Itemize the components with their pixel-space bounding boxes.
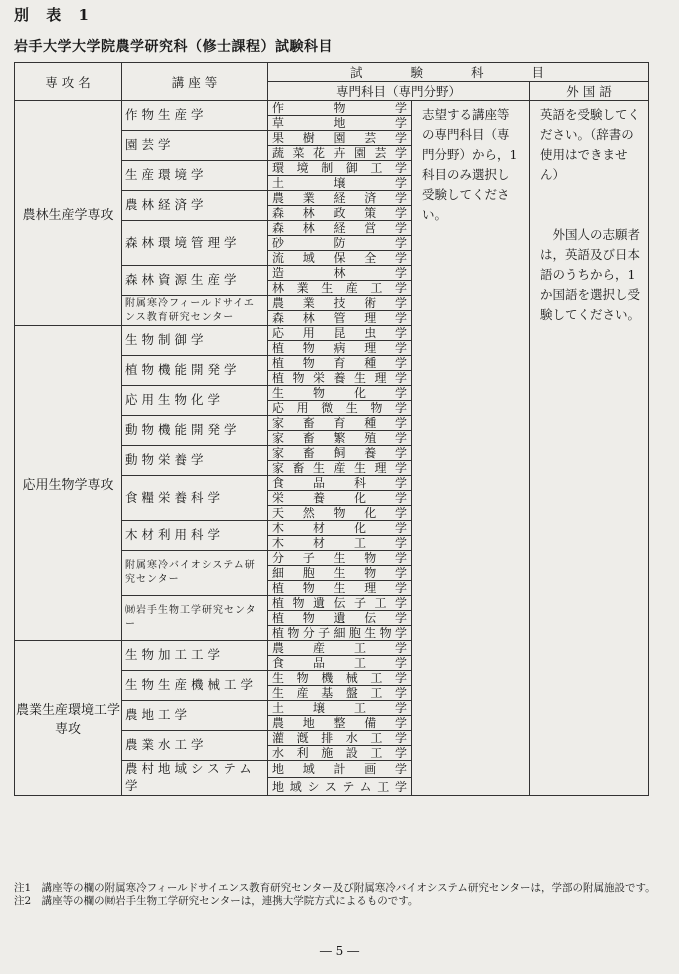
subject-name: 流域保全学 [268,251,412,266]
header-major: 専 攻 名 [15,63,122,101]
subject-name: 生産基盤工学 [268,686,412,701]
subject-name: 食品工学 [268,656,412,671]
chair-name: 動物栄養学 [122,446,268,476]
subject-name: 植物病理学 [268,341,412,356]
header-exam-subjects: 試 験 科 目 [268,63,649,82]
subject-name: 森林経営学 [268,221,412,236]
chair-name: 生物制御学 [122,326,268,356]
header-chair: 講 座 等 [122,63,268,101]
chair-name: 附属寒冷バイオシステム研究センター [122,551,268,596]
subject-name: 造林学 [268,266,412,281]
header-foreign-language: 外 国 語 [530,82,649,101]
subject-name: 地域システム工学 [268,778,412,795]
chair-name: 生物生産機械工学 [122,671,268,701]
subject-name: 植物遺伝学 [268,611,412,626]
exam-subjects-table [14,62,649,796]
subject-name: 細胞生物学 [268,566,412,581]
subject-name: 栄養化学 [268,491,412,506]
chair-name: ㈶岩手生物工学研究センター [122,596,268,641]
subject-name: 草地学 [268,116,412,131]
chair-name: 農林経済学 [122,191,268,221]
chair-name: 附属寒冷フィールドサイエンス教育研究センター [122,296,268,326]
specialized-subject-note: 志望する講座等の専門科目（専門分野）から，1科目のみ選択し受験してください。 [412,101,530,796]
subject-name: 林業生産工学 [268,281,412,296]
subject-name: 家畜繁殖学 [268,431,412,446]
subject-name: 灌漑排水工学 [268,731,412,746]
subject-name: 蔬菜花卉園芸学 [268,146,412,161]
subject-name: 農業技術学 [268,296,412,311]
subject-name: 植物生理学 [268,581,412,596]
document-subtitle: 岩手大学大学院農学研究科（修士課程）試験科目 [14,39,333,55]
subject-name: 農地整備学 [268,716,412,731]
subject-name: 環境制御工学 [268,161,412,176]
chair-name: 作物生産学 [122,101,268,131]
chair-name: 園芸学 [122,131,268,161]
chair-name: 森林環境管理学 [122,221,268,266]
subject-name: 木材工学 [268,536,412,551]
subject-name: 砂防学 [268,236,412,251]
table-row [15,101,649,116]
subject-name: 生物化学 [268,386,412,401]
subject-name: 地域計画学 [268,761,412,778]
footnote: 注1 講座等の欄の附属寒冷フィールドサイエンス教育研究センター及び附属寒冷バイオシステム研究センターは，学部の附属施設です。 [14,882,656,894]
subject-name: 水利施設工学 [268,746,412,761]
subject-name: 天然物化学 [268,506,412,521]
foreign-note-international: 外国人の志願者は，英語及び日本語のうちから，1か国語を選択し受験してください。 [540,227,641,322]
chair-name: 森林資源生産学 [122,266,268,296]
header-specialized: 専門科目（専門分野） [268,82,530,101]
footnote: 注2 講座等の欄の㈶岩手生物工学研究センターは，連携大学院方式によるものです。 [14,895,419,907]
subject-name: 土壌工学 [268,701,412,716]
subject-name: 応用昆虫学 [268,326,412,341]
chair-name: 植物機能開発学 [122,356,268,386]
subject-name: 分子生物学 [268,551,412,566]
subject-name: 家畜育種学 [268,416,412,431]
chair-name: 生産環境学 [122,161,268,191]
chair-name: 農地工学 [122,701,268,731]
subject-name: 家畜飼養学 [268,446,412,461]
foreign-language-note [530,101,649,796]
chair-name: 木材利用科学 [122,521,268,551]
subject-name: 植物栄養生理学 [268,371,412,386]
subject-name: 食品科学 [268,476,412,491]
subject-name: 果樹園芸学 [268,131,412,146]
subject-name: 農業経済学 [268,191,412,206]
subject-name: 木材化学 [268,521,412,536]
foreign-note-english: 英語を受験してください。（辞書の使用はできません） [540,107,641,182]
chair-name: 食糧栄養科学 [122,476,268,521]
subject-name: 作物学 [268,101,412,116]
major-name: 応用生物学専攻 [15,326,122,641]
subject-name: 土壌学 [268,176,412,191]
chair-name: 生物加工工学 [122,641,268,671]
chair-name: 動物機能開発学 [122,416,268,446]
subject-name: 森林管理学 [268,311,412,326]
subject-name: 植物育種学 [268,356,412,371]
subject-name: 生物機械工学 [268,671,412,686]
page-number: ― 5 ― [319,944,360,958]
subject-name: 森林政策学 [268,206,412,221]
chair-name: 農村地域システム学 [122,761,268,796]
subject-name: 農産工学 [268,641,412,656]
subject-name: 応用微生物学 [268,401,412,416]
subject-name: 植物分子細胞生物学 [268,626,412,641]
footnotes [14,882,664,908]
subject-name: 家畜生産生理学 [268,461,412,476]
page-heading: 別 表 1 [14,6,95,24]
major-name: 農業生産環境工学専攻 [15,641,122,796]
chair-name: 応用生物化学 [122,386,268,416]
subject-name: 植物遺伝子工学 [268,596,412,611]
major-name: 農林生産学専攻 [15,101,122,326]
chair-name: 農業水工学 [122,731,268,761]
